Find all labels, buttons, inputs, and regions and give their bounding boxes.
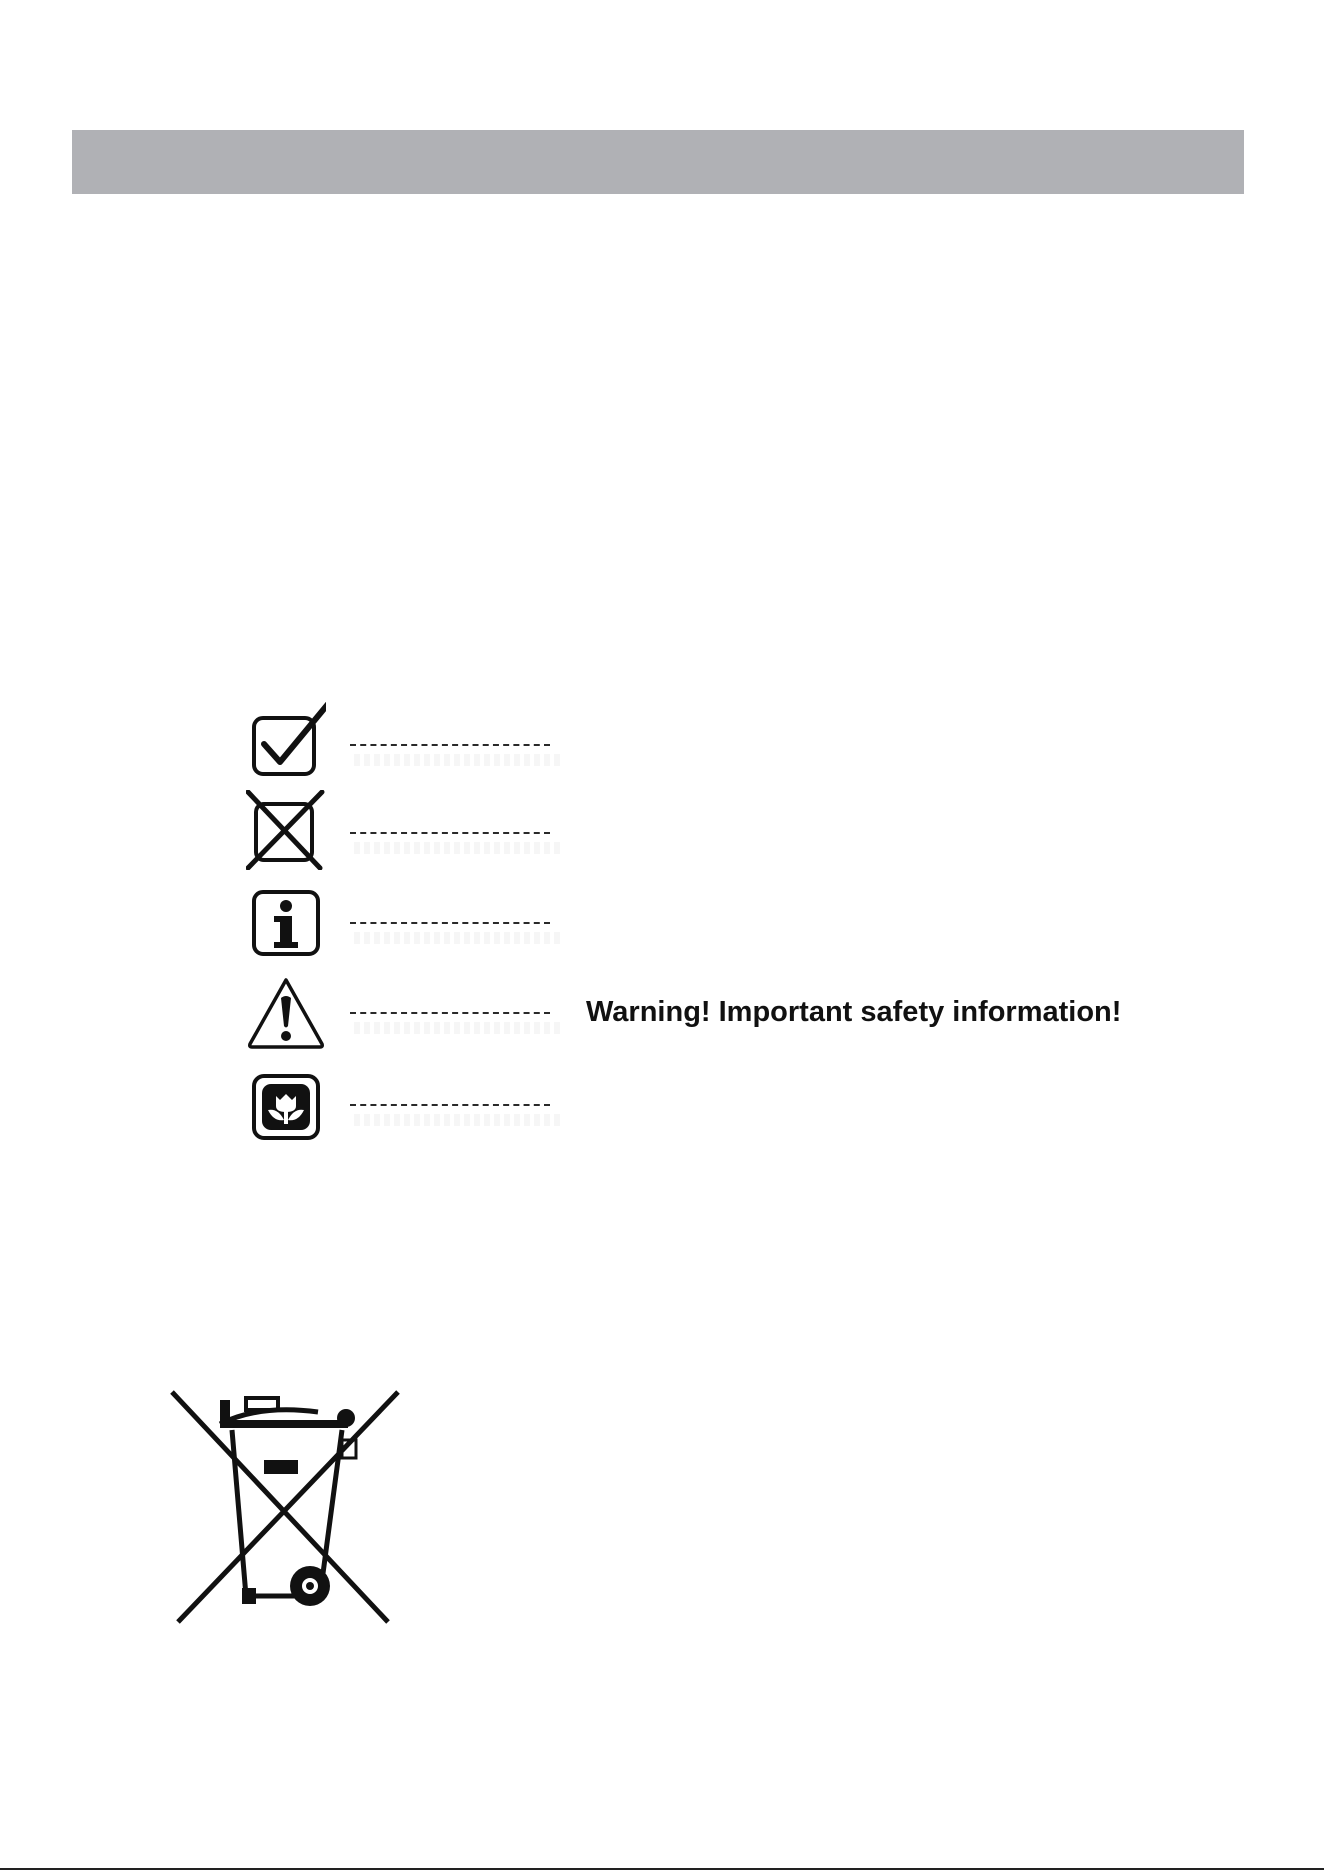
info-icon bbox=[246, 886, 326, 966]
dotted-leader bbox=[350, 744, 550, 746]
symbol-row-cross bbox=[246, 790, 1246, 870]
dotted-leader bbox=[350, 922, 550, 924]
symbol-row-warning bbox=[246, 976, 1246, 1056]
symbol-row-environment bbox=[246, 1074, 1246, 1154]
dotted-leader bbox=[350, 1012, 550, 1014]
dotted-leader bbox=[350, 832, 550, 834]
checkbox-check-icon bbox=[246, 702, 326, 782]
checkbox-cross-icon bbox=[246, 790, 326, 870]
symbol-row-check bbox=[246, 702, 1246, 782]
dotted-leader bbox=[350, 1104, 550, 1106]
bottom-rule bbox=[0, 1868, 1324, 1870]
header-band bbox=[72, 130, 1244, 194]
environment-flower-icon bbox=[246, 1074, 326, 1154]
symbol-row-info bbox=[246, 886, 1246, 966]
warning-triangle-icon bbox=[246, 976, 326, 1056]
symbol-text-warning: Warning! Important safety information! bbox=[586, 996, 1122, 1028]
crossed-out-wheelie-bin-icon bbox=[170, 1390, 410, 1640]
